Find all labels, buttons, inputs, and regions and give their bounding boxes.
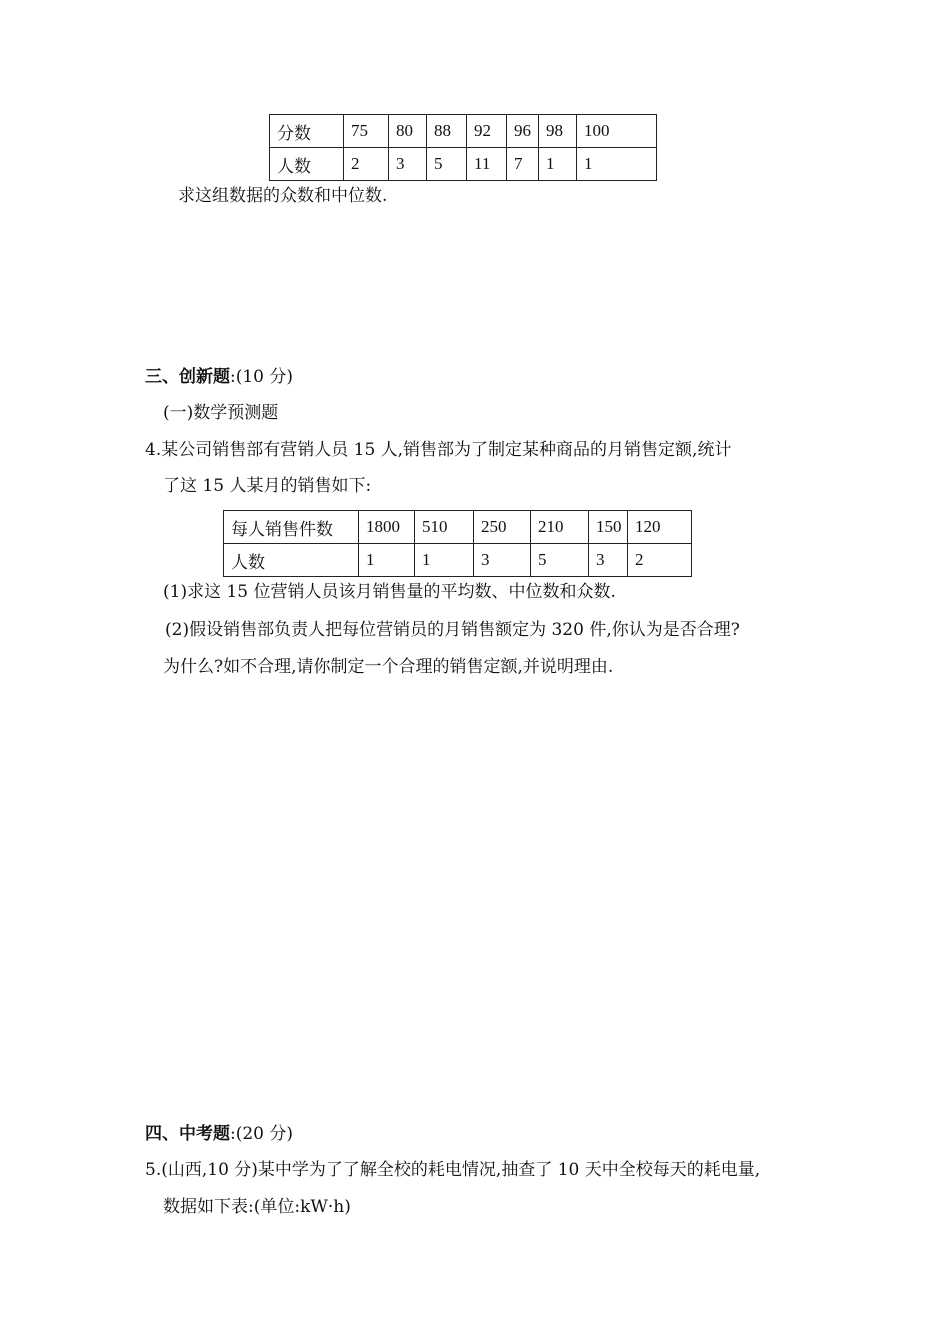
table-cell: 510 — [415, 511, 474, 544]
q4-part1: (1)求这 15 位营销人员该月销售量的平均数、中位数和众数. — [163, 582, 616, 602]
table-cell: 210 — [531, 511, 589, 544]
table-cell: 75 — [344, 115, 389, 148]
table-header-cell: 每人销售件数 — [224, 511, 359, 544]
q4-part2-line2: 为什么?如不合理,请你制定一个合理的销售定额,并说明理由. — [163, 657, 614, 677]
table-cell: 98 — [539, 115, 577, 148]
table-cell: 1 — [539, 148, 577, 181]
q4-part2-line1: (2)假设销售部负责人把每位营销员的月销售额定为 320 件,你认为是否合理? — [165, 620, 740, 640]
table-header-cell: 人数 — [270, 148, 344, 181]
table-cell: 92 — [467, 115, 507, 148]
table-cell: 100 — [577, 115, 657, 148]
q4-line2: 了这 15 人某月的销售如下: — [163, 476, 372, 496]
table-row — [270, 115, 657, 148]
table-header-cell: 人数 — [224, 544, 359, 577]
section3-title: 三、创新题 — [145, 367, 230, 387]
table-cell: 120 — [628, 511, 692, 544]
score-table — [269, 114, 657, 181]
table-row — [224, 544, 692, 577]
table-cell: 1 — [577, 148, 657, 181]
q3-prompt: 求这组数据的众数和中位数. — [178, 186, 388, 206]
table-cell: 2 — [628, 544, 692, 577]
table-cell: 11 — [467, 148, 507, 181]
q4-line1: 4.某公司销售部有营销人员 15 人,销售部为了制定某种商品的月销售定额,统计 — [145, 440, 732, 460]
table-cell: 96 — [507, 115, 539, 148]
section3-subheading: (一)数学预测题 — [163, 403, 279, 423]
table-cell: 88 — [427, 115, 467, 148]
q5-line1: 5.(山西,10 分)某中学为了了解全校的耗电情况,抽查了 10 天中全校每天的耗电量, — [145, 1160, 761, 1180]
table-cell: 80 — [389, 115, 427, 148]
table-cell: 1800 — [359, 511, 415, 544]
sales-table — [223, 510, 692, 577]
section3-score: :(10 分) — [230, 367, 294, 387]
section4-score: :(20 分) — [230, 1124, 294, 1144]
table-cell: 2 — [344, 148, 389, 181]
section3-heading — [145, 369, 293, 386]
table-header-cell: 分数 — [270, 115, 344, 148]
table-cell: 1 — [359, 544, 415, 577]
table-row — [224, 511, 692, 544]
table-cell: 7 — [507, 148, 539, 181]
table-cell: 1 — [415, 544, 474, 577]
table-row — [270, 148, 657, 181]
table-cell: 250 — [474, 511, 531, 544]
section4-heading — [145, 1126, 293, 1143]
table-cell: 5 — [427, 148, 467, 181]
section4-title: 四、中考题 — [145, 1124, 230, 1144]
q5-line2: 数据如下表:(单位:kW·h) — [163, 1197, 351, 1217]
table-cell: 3 — [474, 544, 531, 577]
table-cell: 150 — [589, 511, 628, 544]
table-cell: 5 — [531, 544, 589, 577]
table-cell: 3 — [589, 544, 628, 577]
table-cell: 3 — [389, 148, 427, 181]
